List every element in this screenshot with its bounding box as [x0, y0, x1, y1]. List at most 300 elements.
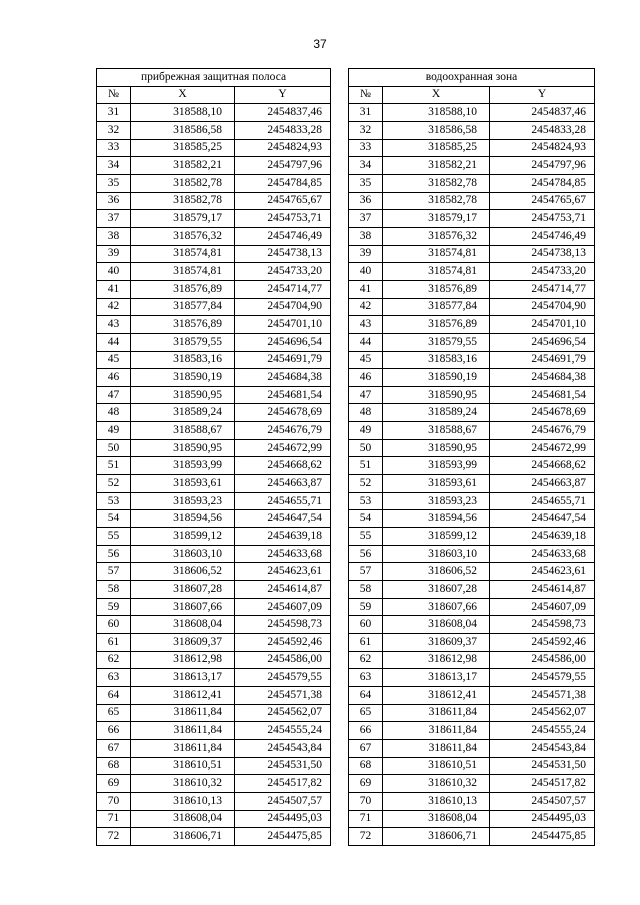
right-x-value: 318613,17 [383, 669, 490, 687]
table-row [97, 263, 595, 281]
table-row [97, 369, 595, 387]
table-gap [331, 157, 349, 175]
right-x-value: 318610,32 [383, 775, 490, 793]
left-y-value: 2454562,07 [235, 704, 331, 722]
table-row [97, 174, 595, 192]
right-y-value: 2454797,96 [490, 157, 595, 175]
right-x-value: 318582,78 [383, 174, 490, 192]
right-point-number: 36 [349, 192, 383, 210]
right-x-value: 318576,89 [383, 280, 490, 298]
left-point-number: 53 [97, 492, 131, 510]
left-point-number: 51 [97, 457, 131, 475]
left-x-value: 318611,84 [131, 722, 235, 740]
table-row [97, 475, 595, 493]
right-y-value: 2454704,90 [490, 298, 595, 316]
table-gap [331, 351, 349, 369]
table-gap [331, 86, 349, 104]
left-x-value: 318593,23 [131, 492, 235, 510]
right-y-value: 2454495,03 [490, 810, 595, 828]
table-row [97, 351, 595, 369]
left-x-value: 318579,17 [131, 210, 235, 228]
left-point-number: 55 [97, 528, 131, 546]
left-point-number: 50 [97, 439, 131, 457]
right-y-value: 2454684,38 [490, 369, 595, 387]
right-point-number: 47 [349, 386, 383, 404]
right-point-number: 43 [349, 316, 383, 334]
left-x-value: 318582,21 [131, 157, 235, 175]
right-y-value: 2454765,67 [490, 192, 595, 210]
left-x-value: 318594,56 [131, 510, 235, 528]
right-x-value: 318612,98 [383, 651, 490, 669]
right-point-number: 59 [349, 598, 383, 616]
left-header-x: X [131, 86, 235, 104]
right-y-value: 2454733,20 [490, 263, 595, 281]
left-point-number: 46 [97, 369, 131, 387]
right-y-value: 2454701,10 [490, 316, 595, 334]
table-row [97, 492, 595, 510]
right-point-number: 64 [349, 686, 383, 704]
left-point-number: 56 [97, 545, 131, 563]
right-x-value: 318588,67 [383, 422, 490, 440]
left-x-value: 318599,12 [131, 528, 235, 546]
left-point-number: 59 [97, 598, 131, 616]
left-header-y: Y [235, 86, 331, 104]
left-x-value: 318579,55 [131, 333, 235, 351]
table-gap [331, 386, 349, 404]
table-row [97, 810, 595, 828]
right-x-value: 318610,51 [383, 757, 490, 775]
left-x-value: 318607,28 [131, 581, 235, 599]
left-x-value: 318608,04 [131, 810, 235, 828]
left-point-number: 57 [97, 563, 131, 581]
right-y-value: 2454598,73 [490, 616, 595, 634]
right-point-number: 32 [349, 121, 383, 139]
left-x-value: 318585,25 [131, 139, 235, 157]
table-row [97, 333, 595, 351]
table-gap [331, 757, 349, 775]
left-point-number: 40 [97, 263, 131, 281]
left-y-value: 2454733,20 [235, 263, 331, 281]
right-x-value: 318590,95 [383, 439, 490, 457]
table-gap [331, 492, 349, 510]
right-y-value: 2454672,99 [490, 439, 595, 457]
table-gap [331, 245, 349, 263]
table-row [97, 139, 595, 157]
right-point-number: 39 [349, 245, 383, 263]
right-y-value: 2454833,28 [490, 121, 595, 139]
right-point-number: 65 [349, 704, 383, 722]
table-row [97, 634, 595, 652]
right-point-number: 31 [349, 104, 383, 122]
right-y-value: 2454824,93 [490, 139, 595, 157]
table-gap [331, 775, 349, 793]
left-y-value: 2454571,38 [235, 686, 331, 704]
right-point-number: 58 [349, 581, 383, 599]
right-point-number: 40 [349, 263, 383, 281]
left-y-value: 2454691,79 [235, 351, 331, 369]
table-gap [331, 316, 349, 334]
table-row [97, 651, 595, 669]
right-point-number: 33 [349, 139, 383, 157]
left-point-number: 39 [97, 245, 131, 263]
right-y-value: 2454676,79 [490, 422, 595, 440]
right-x-value: 318583,16 [383, 351, 490, 369]
left-x-value: 318609,37 [131, 634, 235, 652]
right-x-value: 318607,28 [383, 581, 490, 599]
left-y-value: 2454738,13 [235, 245, 331, 263]
left-point-number: 70 [97, 792, 131, 810]
table-gap [331, 369, 349, 387]
left-point-number: 37 [97, 210, 131, 228]
left-x-value: 318611,84 [131, 739, 235, 757]
table-row [97, 757, 595, 775]
table-gap [331, 545, 349, 563]
right-x-value: 318593,23 [383, 492, 490, 510]
table-gap [331, 457, 349, 475]
right-y-value: 2454531,50 [490, 757, 595, 775]
right-point-number: 55 [349, 528, 383, 546]
left-point-number: 48 [97, 404, 131, 422]
left-x-value: 318612,41 [131, 686, 235, 704]
right-point-number: 45 [349, 351, 383, 369]
table-gap [331, 704, 349, 722]
right-y-value: 2454696,54 [490, 333, 595, 351]
left-point-number: 68 [97, 757, 131, 775]
left-x-value: 318611,84 [131, 704, 235, 722]
left-point-number: 45 [97, 351, 131, 369]
left-table-title: прибрежная защитная полоса [97, 69, 331, 87]
table-row [97, 828, 595, 846]
left-y-value: 2454784,85 [235, 174, 331, 192]
right-point-number: 56 [349, 545, 383, 563]
right-x-value: 318606,71 [383, 828, 490, 846]
right-point-number: 62 [349, 651, 383, 669]
left-x-value: 318610,32 [131, 775, 235, 793]
table-row [97, 386, 595, 404]
left-x-value: 318610,51 [131, 757, 235, 775]
left-y-value: 2454647,54 [235, 510, 331, 528]
left-point-number: 69 [97, 775, 131, 793]
coordinates-table [96, 68, 595, 846]
right-point-number: 49 [349, 422, 383, 440]
left-y-value: 2454531,50 [235, 757, 331, 775]
right-x-value: 318586,58 [383, 121, 490, 139]
left-y-value: 2454655,71 [235, 492, 331, 510]
left-y-value: 2454684,38 [235, 369, 331, 387]
right-y-value: 2454681,54 [490, 386, 595, 404]
right-x-value: 318593,61 [383, 475, 490, 493]
right-point-number: 54 [349, 510, 383, 528]
left-x-value: 318576,89 [131, 280, 235, 298]
left-y-value: 2454623,61 [235, 563, 331, 581]
table-gap [331, 581, 349, 599]
right-x-value: 318582,78 [383, 192, 490, 210]
table-row [97, 104, 595, 122]
left-y-value: 2454586,00 [235, 651, 331, 669]
table-gap [331, 263, 349, 281]
right-header-y: Y [490, 86, 595, 104]
table-gap [331, 686, 349, 704]
left-y-value: 2454663,87 [235, 475, 331, 493]
right-x-value: 318608,04 [383, 810, 490, 828]
right-point-number: 52 [349, 475, 383, 493]
left-y-value: 2454592,46 [235, 634, 331, 652]
left-y-value: 2454475,85 [235, 828, 331, 846]
left-y-value: 2454555,24 [235, 722, 331, 740]
right-header-x: X [383, 86, 490, 104]
right-y-value: 2454517,82 [490, 775, 595, 793]
left-point-number: 58 [97, 581, 131, 599]
left-point-number: 66 [97, 722, 131, 740]
left-x-value: 318586,58 [131, 121, 235, 139]
right-header-number: № [349, 86, 383, 104]
right-y-value: 2454691,79 [490, 351, 595, 369]
right-point-number: 50 [349, 439, 383, 457]
left-x-value: 318574,81 [131, 245, 235, 263]
right-point-number: 38 [349, 227, 383, 245]
table-gap [331, 422, 349, 440]
right-y-value: 2454562,07 [490, 704, 595, 722]
table-row [97, 775, 595, 793]
left-point-number: 64 [97, 686, 131, 704]
table-row [97, 563, 595, 581]
left-point-number: 44 [97, 333, 131, 351]
right-y-value: 2454668,62 [490, 457, 595, 475]
table-row [97, 686, 595, 704]
right-y-value: 2454623,61 [490, 563, 595, 581]
table-row [97, 422, 595, 440]
left-x-value: 318588,10 [131, 104, 235, 122]
table-gap [331, 121, 349, 139]
left-y-value: 2454714,77 [235, 280, 331, 298]
table-row [97, 316, 595, 334]
right-x-value: 318607,66 [383, 598, 490, 616]
right-x-value: 318585,25 [383, 139, 490, 157]
left-y-value: 2454668,62 [235, 457, 331, 475]
right-x-value: 318594,56 [383, 510, 490, 528]
left-x-value: 318613,17 [131, 669, 235, 687]
right-x-value: 318611,84 [383, 722, 490, 740]
right-y-value: 2454507,57 [490, 792, 595, 810]
table-row [97, 581, 595, 599]
table-gap [331, 828, 349, 846]
left-point-number: 72 [97, 828, 131, 846]
page-number: 37 [313, 37, 327, 51]
right-y-value: 2454592,46 [490, 634, 595, 652]
right-point-number: 63 [349, 669, 383, 687]
right-y-value: 2454571,38 [490, 686, 595, 704]
left-x-value: 318589,24 [131, 404, 235, 422]
right-point-number: 46 [349, 369, 383, 387]
table-row [97, 157, 595, 175]
left-x-value: 318588,67 [131, 422, 235, 440]
right-point-number: 34 [349, 157, 383, 175]
left-x-value: 318590,95 [131, 386, 235, 404]
right-point-number: 42 [349, 298, 383, 316]
left-x-value: 318582,78 [131, 192, 235, 210]
right-x-value: 318590,19 [383, 369, 490, 387]
left-point-number: 32 [97, 121, 131, 139]
left-y-value: 2454696,54 [235, 333, 331, 351]
right-x-value: 318576,32 [383, 227, 490, 245]
table-row [97, 739, 595, 757]
table-gap [331, 227, 349, 245]
right-x-value: 318612,41 [383, 686, 490, 704]
right-y-value: 2454543,84 [490, 739, 595, 757]
table-gap [331, 139, 349, 157]
table-row [97, 669, 595, 687]
table-row [97, 528, 595, 546]
right-y-value: 2454586,00 [490, 651, 595, 669]
table-row [97, 510, 595, 528]
right-y-value: 2454475,85 [490, 828, 595, 846]
right-x-value: 318577,84 [383, 298, 490, 316]
right-point-number: 69 [349, 775, 383, 793]
table-gap [331, 104, 349, 122]
right-x-value: 318590,95 [383, 386, 490, 404]
table-row [97, 704, 595, 722]
left-point-number: 49 [97, 422, 131, 440]
right-point-number: 37 [349, 210, 383, 228]
left-y-value: 2454837,46 [235, 104, 331, 122]
table-row [97, 439, 595, 457]
right-y-value: 2454633,68 [490, 545, 595, 563]
table-row [97, 280, 595, 298]
table-gap [331, 192, 349, 210]
right-x-value: 318574,81 [383, 263, 490, 281]
right-x-value: 318606,52 [383, 563, 490, 581]
left-x-value: 318590,19 [131, 369, 235, 387]
right-y-value: 2454639,18 [490, 528, 595, 546]
left-point-number: 31 [97, 104, 131, 122]
left-point-number: 34 [97, 157, 131, 175]
table-row [97, 121, 595, 139]
right-y-value: 2454837,46 [490, 104, 595, 122]
table-gap [331, 439, 349, 457]
table-gap [331, 333, 349, 351]
left-header-number: № [97, 86, 131, 104]
left-point-number: 54 [97, 510, 131, 528]
right-point-number: 72 [349, 828, 383, 846]
right-point-number: 57 [349, 563, 383, 581]
left-point-number: 35 [97, 174, 131, 192]
left-y-value: 2454753,71 [235, 210, 331, 228]
left-x-value: 318606,52 [131, 563, 235, 581]
table-gap [331, 510, 349, 528]
left-y-value: 2454672,99 [235, 439, 331, 457]
table-gap [331, 174, 349, 192]
right-x-value: 318593,99 [383, 457, 490, 475]
table-row [97, 792, 595, 810]
right-point-number: 35 [349, 174, 383, 192]
right-x-value: 318582,21 [383, 157, 490, 175]
left-point-number: 71 [97, 810, 131, 828]
left-x-value: 318576,32 [131, 227, 235, 245]
left-point-number: 41 [97, 280, 131, 298]
table-gap [331, 210, 349, 228]
left-point-number: 61 [97, 634, 131, 652]
right-point-number: 51 [349, 457, 383, 475]
right-x-value: 318588,10 [383, 104, 490, 122]
left-point-number: 33 [97, 139, 131, 157]
right-x-value: 318609,37 [383, 634, 490, 652]
right-x-value: 318599,12 [383, 528, 490, 546]
right-x-value: 318610,13 [383, 792, 490, 810]
left-point-number: 43 [97, 316, 131, 334]
column-header-row [97, 86, 595, 104]
right-y-value: 2454678,69 [490, 404, 595, 422]
left-y-value: 2454639,18 [235, 528, 331, 546]
left-point-number: 38 [97, 227, 131, 245]
left-point-number: 60 [97, 616, 131, 634]
right-point-number: 44 [349, 333, 383, 351]
table-row [97, 545, 595, 563]
table-row [97, 192, 595, 210]
table-gap [331, 669, 349, 687]
left-y-value: 2454701,10 [235, 316, 331, 334]
table-row [97, 245, 595, 263]
right-table-title: водоохранная зона [349, 69, 595, 87]
left-y-value: 2454824,93 [235, 139, 331, 157]
table-gap [331, 616, 349, 634]
left-x-value: 318583,16 [131, 351, 235, 369]
left-y-value: 2454607,09 [235, 598, 331, 616]
left-point-number: 63 [97, 669, 131, 687]
right-y-value: 2454607,09 [490, 598, 595, 616]
right-x-value: 318589,24 [383, 404, 490, 422]
right-x-value: 318574,81 [383, 245, 490, 263]
table-row [97, 616, 595, 634]
left-y-value: 2454797,96 [235, 157, 331, 175]
left-y-value: 2454517,82 [235, 775, 331, 793]
table-gap [331, 563, 349, 581]
table-gap [331, 722, 349, 740]
table-gap [331, 69, 349, 87]
left-point-number: 52 [97, 475, 131, 493]
right-x-value: 318579,17 [383, 210, 490, 228]
left-y-value: 2454678,69 [235, 404, 331, 422]
table-gap [331, 739, 349, 757]
table-gap [331, 404, 349, 422]
right-x-value: 318611,84 [383, 704, 490, 722]
left-x-value: 318590,95 [131, 439, 235, 457]
left-y-value: 2454579,55 [235, 669, 331, 687]
right-y-value: 2454753,71 [490, 210, 595, 228]
left-y-value: 2454833,28 [235, 121, 331, 139]
table-gap [331, 792, 349, 810]
coordinates-body [97, 104, 595, 846]
left-y-value: 2454676,79 [235, 422, 331, 440]
table-row [97, 598, 595, 616]
table-gap [331, 298, 349, 316]
right-y-value: 2454555,24 [490, 722, 595, 740]
left-x-value: 318593,99 [131, 457, 235, 475]
left-x-value: 318576,89 [131, 316, 235, 334]
right-x-value: 318576,89 [383, 316, 490, 334]
left-y-value: 2454633,68 [235, 545, 331, 563]
left-point-number: 47 [97, 386, 131, 404]
table-gap [331, 634, 349, 652]
right-y-value: 2454614,87 [490, 581, 595, 599]
right-point-number: 60 [349, 616, 383, 634]
right-x-value: 318611,84 [383, 739, 490, 757]
left-x-value: 318606,71 [131, 828, 235, 846]
table-gap [331, 810, 349, 828]
table-row [97, 457, 595, 475]
right-y-value: 2454663,87 [490, 475, 595, 493]
table-row [97, 298, 595, 316]
table-row [97, 210, 595, 228]
